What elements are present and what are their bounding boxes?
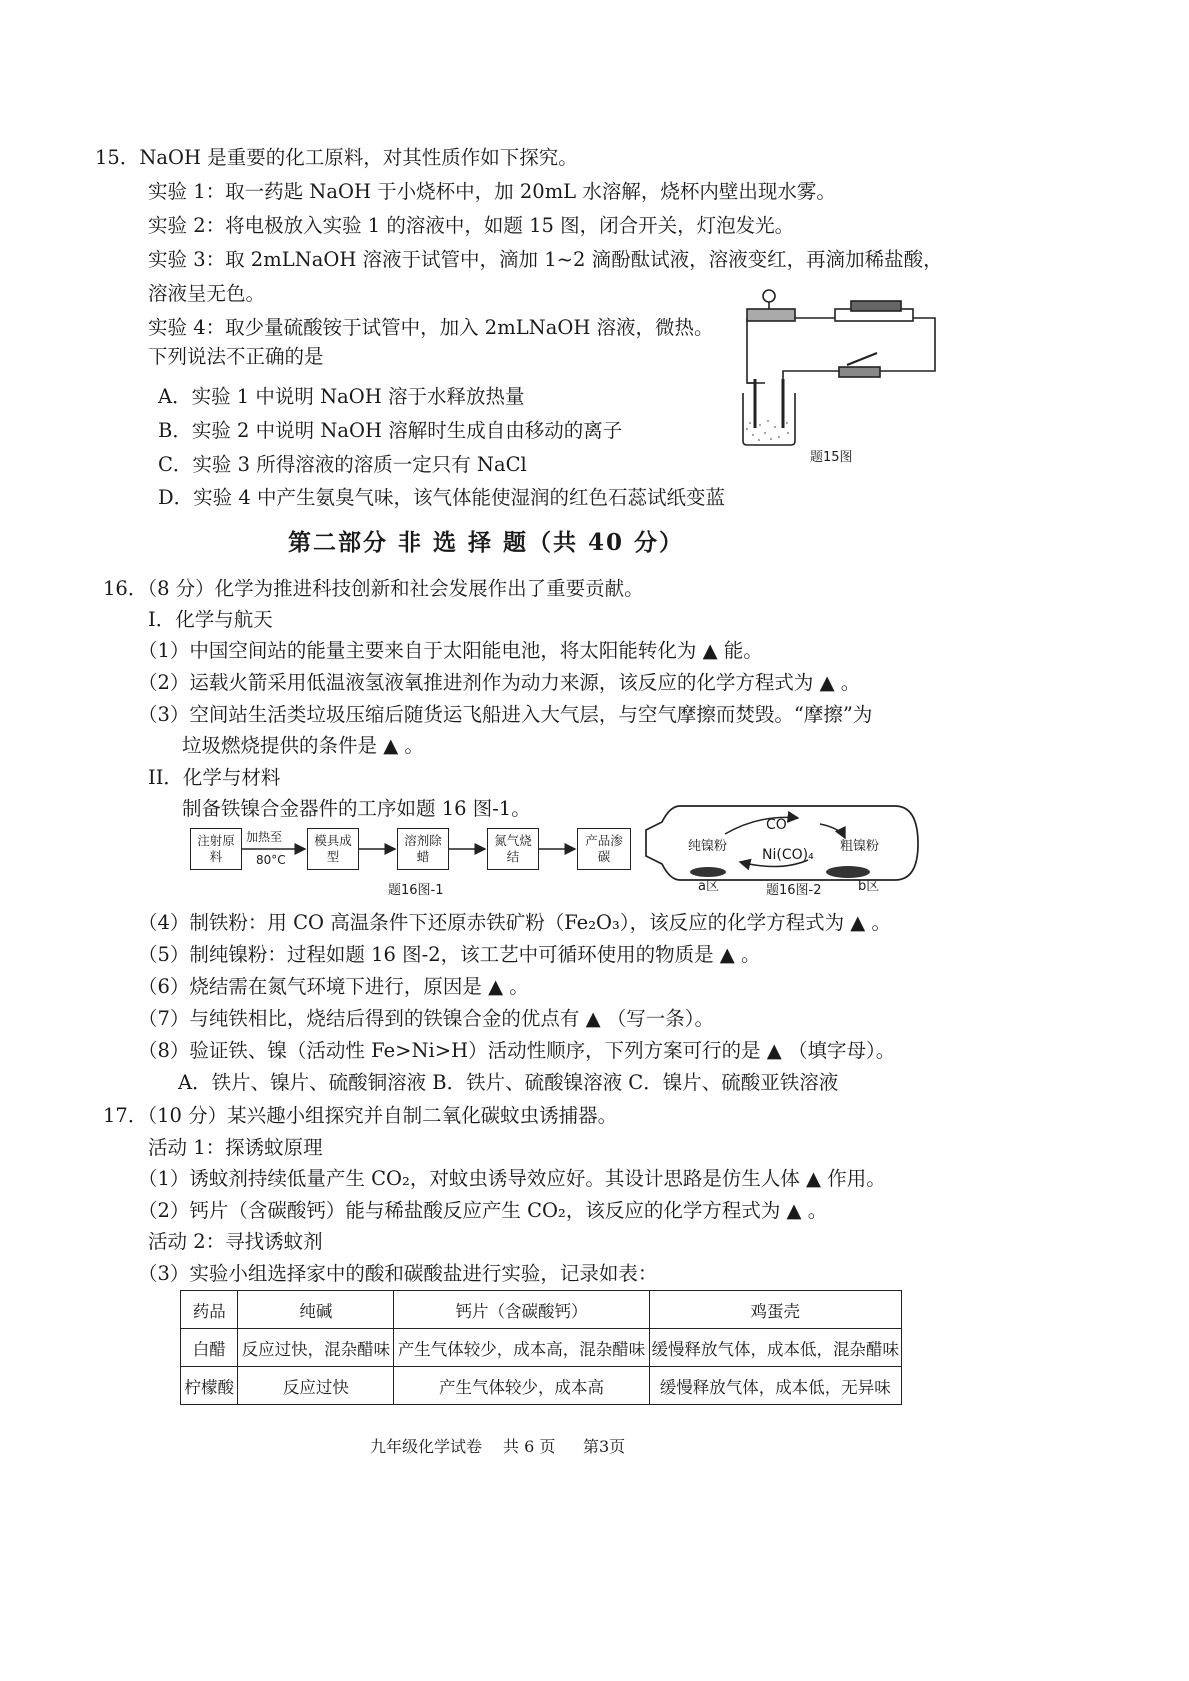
table-cell: 白醋	[181, 1329, 238, 1367]
fig16-2-zone-b: b区	[858, 879, 880, 894]
q17-activity1: 活动 1：探诱蚊原理	[148, 1136, 323, 1159]
fig16-2-caption: 题16图-2	[766, 883, 822, 898]
q15-figure-caption: 题15图	[810, 450, 853, 465]
q16-sub1: （1）中国空间站的能量主要来自于太阳能电池，将太阳能转化为 ▲ 能。	[138, 639, 763, 662]
table-cell: 缓慢释放气体，成本低，无异味	[649, 1367, 902, 1405]
footer-title: 九年级化学试卷	[370, 1437, 483, 1456]
table-header-cell: 药品	[181, 1291, 238, 1329]
table-cell: 反应过快	[238, 1367, 394, 1405]
q17-results-table	[180, 1290, 902, 1405]
table-row	[181, 1367, 902, 1405]
q17-sub3: （3）实验小组选择家中的酸和碳酸盐进行实验，记录如表：	[138, 1262, 658, 1285]
q15-stem: 15．NaOH 是重要的化工原料，对其性质作如下探究。	[95, 146, 578, 169]
fig16-2-nico4-label: Ni(CO)₄	[762, 847, 814, 863]
q17-sub2: （2）钙片（含碳酸钙）能与稀盐酸反应产生 CO₂，该反应的化学方程式为 ▲ 。	[138, 1199, 828, 1222]
q16-part2-title: II．化学与材料	[148, 766, 281, 789]
q15-circuit-figure	[735, 283, 945, 468]
fig16-1-caption: 题16图-1	[388, 883, 444, 898]
table-header-cell: 钙片（含碳酸钙）	[394, 1291, 649, 1329]
table-cell: 产生气体较少，成本高	[394, 1367, 649, 1405]
q15-exp1: 实验 1：取一药匙 NaOH 于小烧杯中，加 20mL 水溶解，烧杯内壁出现水雾。	[148, 180, 836, 203]
table-row	[181, 1329, 902, 1367]
table-cell: 缓慢释放气体，成本低，混杂醋味	[649, 1329, 902, 1367]
footer-page-number: 第3页	[583, 1437, 626, 1456]
flow-step-2: 模具成型	[307, 828, 359, 870]
flow-heat-label: 加热至	[246, 830, 283, 844]
q17-sub1: （1）诱蚊剂持续低量产生 CO₂，对蚊虫诱导效应好。其设计思路是仿生人体 ▲ 作用。	[138, 1167, 886, 1190]
table-header-row	[181, 1291, 902, 1329]
q15-exp2: 实验 2：将电极放入实验 1 的溶液中，如题 15 图，闭合开关，灯泡发光。	[148, 214, 795, 237]
q17-activity2: 活动 2：寻找诱蚊剂	[148, 1230, 323, 1253]
flow-step-3: 溶剂除蜡	[397, 828, 449, 870]
table-cell: 柠檬酸	[181, 1367, 238, 1405]
fig16-2-co-label: CO	[766, 817, 787, 833]
fig16-2-pure-ni-label: 纯镍粉	[688, 839, 728, 854]
q16-intro: 制备铁镍合金器件的工序如题 16 图-1。	[182, 797, 531, 820]
flow-step-5: 产品渗碳	[577, 828, 631, 870]
q15-question: 下列说法不正确的是	[148, 345, 324, 368]
q16-sub3-line1: （3）空间站生活类垃圾压缩后随货运飞船进入大气层，与空气摩擦而焚毁。“摩擦”为	[138, 703, 873, 726]
table-header-cell: 纯碱	[238, 1291, 394, 1329]
q16-sub3-line2: 垃圾燃烧提供的条件是 ▲ 。	[182, 734, 424, 757]
q17-stem: 17．（10 分）某兴趣小组探究并自制二氧化碳蚊虫诱捕器。	[103, 1104, 618, 1127]
section-heading: 第二部分 非 选 择 题（共 40 分）	[288, 529, 685, 556]
q15-exp3-line1: 实验 3：取 2mLNaOH 溶液于试管中，滴加 1~2 滴酚酞试液，溶液变红，再滴加稀盐酸，	[148, 248, 943, 271]
q15-option-b: B．实验 2 中说明 NaOH 溶解时生成自由移动的离子	[158, 419, 623, 442]
q15-option-d: D．实验 4 中产生氨臭气味，该气体能使湿润的红色石蕊试纸变蓝	[158, 486, 725, 509]
flow-step-4: 氮气烧结	[487, 828, 539, 870]
table-header-cell: 鸡蛋壳	[649, 1291, 902, 1329]
q16-sub8: （8）验证铁、镍（活动性 Fe>Ni>H）活动性顺序，下列方案可行的是 ▲ （填字母）。	[138, 1039, 896, 1062]
q16-sub2: （2）运载火箭采用低温液氢液氧推进剂作为动力来源，该反应的化学方程式为 ▲ 。	[138, 671, 861, 694]
table-cell: 反应过快，混杂醋味	[238, 1329, 394, 1367]
q15-option-a: A．实验 1 中说明 NaOH 溶于水释放热量	[158, 385, 525, 408]
flow-temp-label: 80°C	[256, 853, 286, 867]
flow-arrows	[180, 820, 650, 880]
q16-part1-title: I．化学与航天	[148, 608, 273, 631]
q15-option-c: C．实验 3 所得溶液的溶质一定只有 NaCl	[158, 453, 527, 476]
q16-sub4: （4）制铁粉：用 CO 高温条件下还原赤铁矿粉（Fe₂O₃），该反应的化学方程式为 ▲ 。	[138, 911, 891, 934]
q16-sub8-options: A．铁片、镍片、硫酸铜溶液 B．铁片、硫酸镍溶液 C．镍片、硫酸亚铁溶液	[178, 1071, 839, 1094]
q16-sub6: （6）烧结需在氮气环境下进行，原因是 ▲ 。	[138, 975, 529, 998]
q15-exp3-line2: 溶液呈无色。	[148, 282, 266, 305]
table-cell: 产生气体较少，成本高，混杂醋味	[394, 1329, 649, 1367]
q16-stem: 16．（8 分）化学为推进科技创新和社会发展作出了重要贡献。	[103, 577, 644, 600]
footer-total-pages: 共 6 页	[503, 1437, 556, 1456]
fig16-2-crude-ni-label: 粗镍粉	[840, 839, 880, 854]
q16-sub5: （5）制纯镍粉：过程如题 16 图-2，该工艺中可循环使用的物质是 ▲ 。	[138, 943, 761, 966]
q16-sub7: （7）与纯铁相比，烧结后得到的铁镍合金的优点有 ▲ （写一条）。	[138, 1007, 715, 1030]
q15-exp4: 实验 4：取少量硫酸铵于试管中，加入 2mLNaOH 溶液，微热。	[148, 316, 714, 339]
flow-step-1: 注射原料	[190, 828, 242, 870]
fig16-2-zone-a: a区	[698, 879, 719, 894]
